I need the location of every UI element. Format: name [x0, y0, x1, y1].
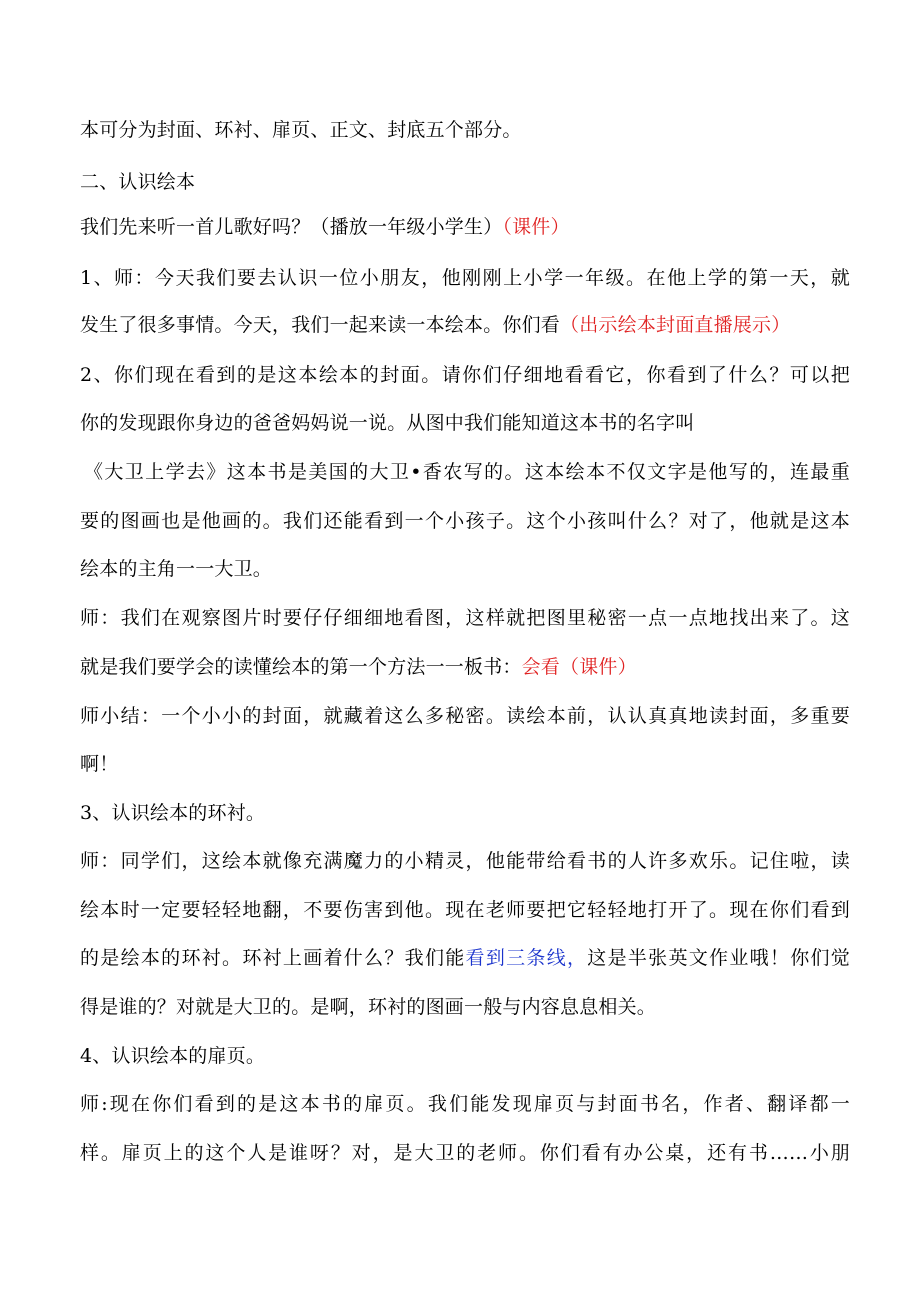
paragraph-line: 啊！ [80, 753, 119, 775]
paragraph-line: 得是谁的？对就是大卫的。是啊，环衬的图画一般与内容息息相关。 [80, 996, 657, 1018]
paragraph-line: 我们先来听一首儿歌好吗？（播放一年级小学生）（课件） [80, 216, 570, 238]
courseware-note: （课件） [502, 216, 570, 238]
paragraph-line: 师：同学们，这绘本就像充满魔力的小精灵，他能带给看书的人许多欢乐。记住啦，读 [80, 850, 850, 872]
paragraph-line: 2、你们现在看到的是这本绘本的封面。请你们仔细地看看它，你看到了什么？可以把 [80, 364, 850, 386]
paragraph-line: 师:现在你们看到的是这本书的扉页。我们能发现扉页与封面书名，作者、翻译都一 [80, 1093, 850, 1115]
paragraph-line: 就是我们要学会的读懂绘本的第一个方法一一板书：会看（课件） [80, 656, 637, 678]
paragraph-line: 样。扉页上的这个人是谁呀？对，是大卫的老师。你们看有办公桌，还有书……小朋 [80, 1142, 850, 1164]
paragraph-line: 你的发现跟你身边的爸爸妈妈说一说。从图中我们能知道这本书的名字叫 [80, 412, 695, 434]
paragraph-line: 师：我们在观察图片时要仔仔细细地看图，这样就把图里秘密一点一点地找出来了。这 [80, 607, 850, 629]
section-heading: 3、认识绘本的环衬。 [80, 802, 266, 824]
paragraph-line: 本可分为封面、环衬、扉页、正文、封底五个部分。 [80, 119, 522, 141]
paragraph-line: 师小结：一个小小的封面，就藏着这么多秘密。读绘本前，认认真真地读封面，多重要 [80, 705, 850, 727]
paragraph-line: 绘本时一定要轻轻地翻，不要伤害到他。现在老师要把它轻轻地打开了。现在你们看到 [80, 899, 850, 921]
paragraph-line: 的是绘本的环衬。环衬上画着什么？我们能看到三条线，这是半张英文作业哦！你们觉 [80, 947, 850, 969]
highlighted-phrase: 看到三条线， [465, 947, 588, 969]
paragraph-line: 发生了很多事情。今天，我们一起来读一本绘本。你们看（出示绘本封面直播展示） [80, 314, 791, 336]
paragraph-line: 1、师：今天我们要去认识一位小朋友，他刚刚上小学一年级。在他上学的第一天，就 [80, 267, 850, 289]
courseware-note: 会看（课件） [521, 656, 637, 678]
section-heading: 二、认识绘本 [80, 171, 196, 193]
paragraph-line: 《大卫上学去》这本书是美国的大卫•香农写的。这本绘本不仅文字是他写的，连最重 [84, 461, 850, 483]
paragraph-line: 绘本的主角一一大卫。 [80, 558, 273, 580]
section-heading: 4、认识绘本的扉页。 [80, 1045, 266, 1067]
paragraph-line: 要的图画也是他画的。我们还能看到一个小孩子。这个小孩叫什么？对了，他就是这本 [80, 510, 850, 532]
stage-direction-note: （出示绘本封面直播展示） [560, 314, 791, 336]
